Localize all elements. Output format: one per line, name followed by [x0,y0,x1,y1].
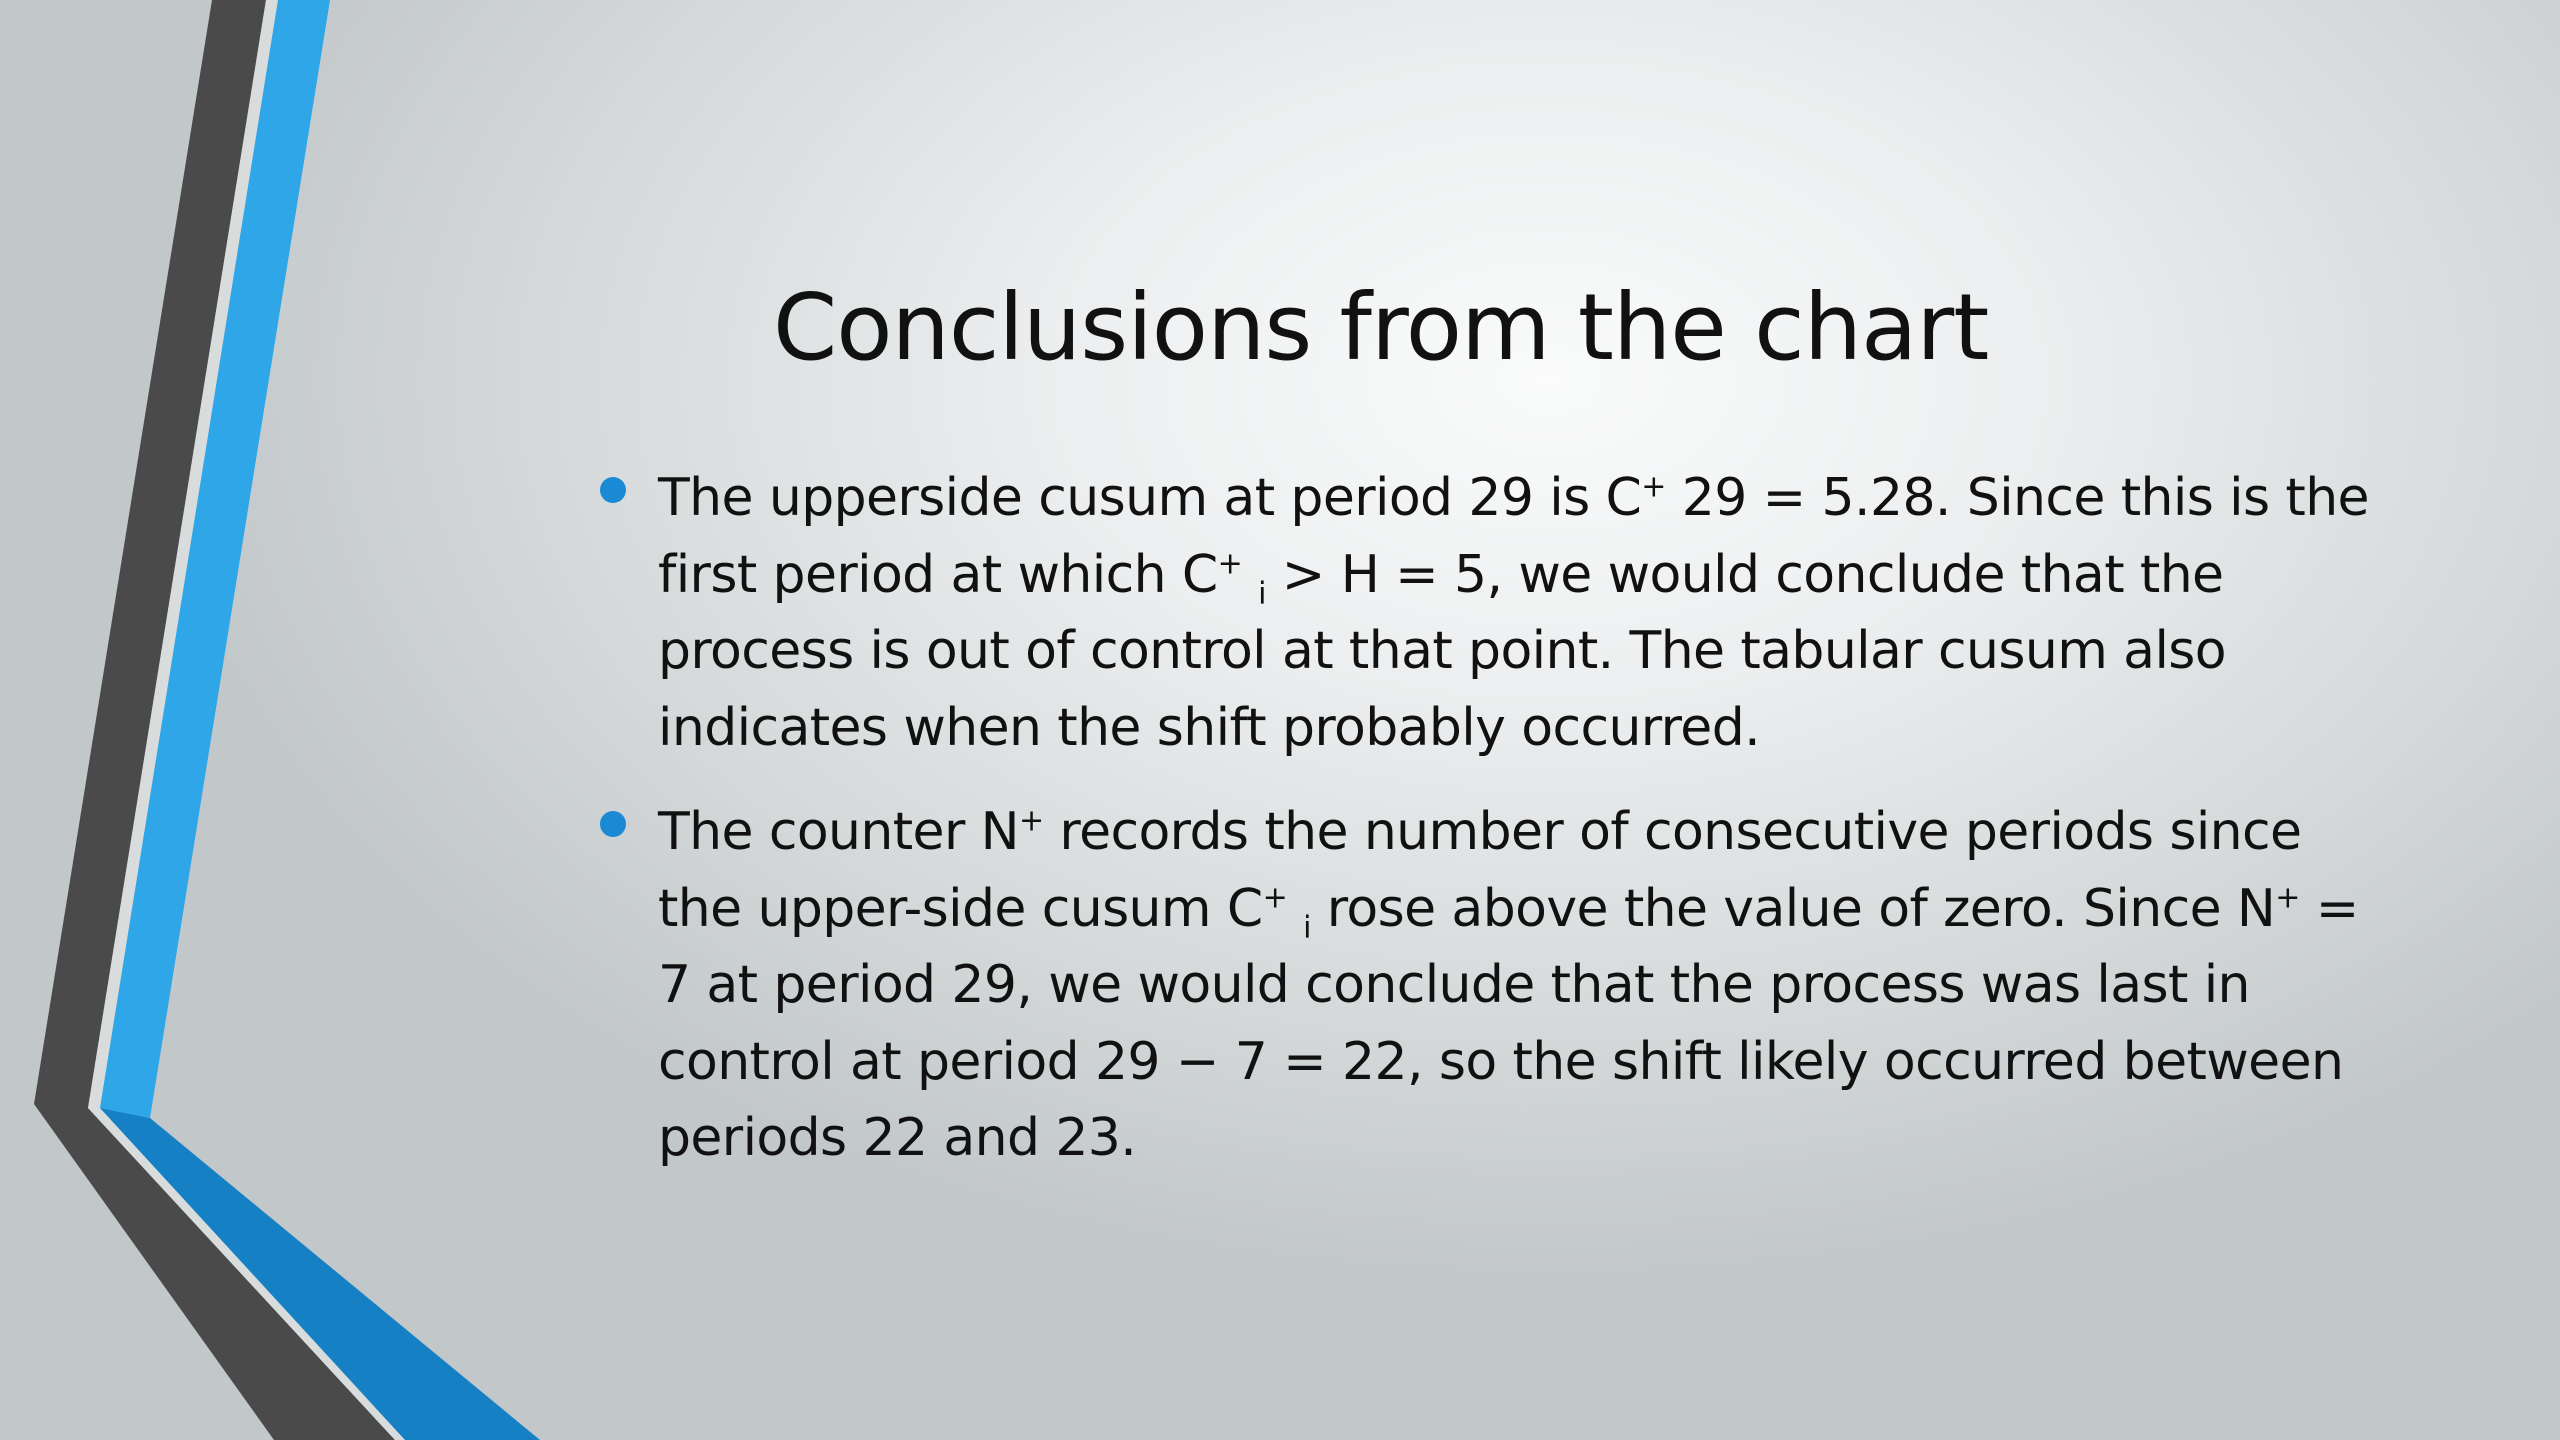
bullet-text: The upperside cusum at period 29 is C+ 29 = 5.28. Since this is the first period at which C+ $_i$ > H = 5, we would conclude that the process is out of control at that point. The tabular cusum also indicates when the shift probably occurred. [658,468,2369,758]
slide-title: Conclusions from the chart [773,274,1989,381]
bullet-item [600,460,2380,766]
bullet-dot-icon [600,811,626,837]
bullet-list [600,460,2380,1205]
bullet-dot-icon [600,477,626,503]
bullet-text: The counter N+ records the number of consecutive periods since the upper-side cusum C+ $_i$ rose above the value of zero. Since N+ = 7 at period 29, we would conclude that the process was last in control at period 29 − 7 = 22, so the shift likely occurred between periods 22 and 23. [658,802,2359,1168]
bullet-item [600,794,2380,1177]
